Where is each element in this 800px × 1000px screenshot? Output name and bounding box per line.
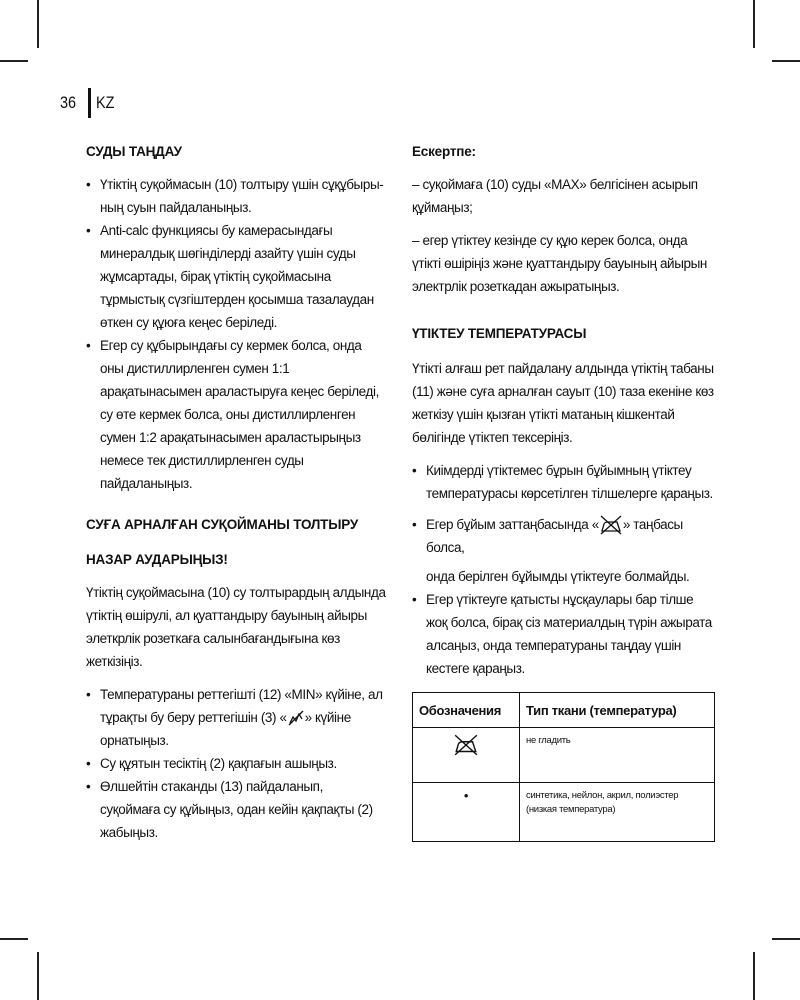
fabric-table [412,692,715,842]
note-line-1: – суқоймаға (10) суды «MAX» белгісінен асырып құймаңыз; [412,177,698,215]
crop-mark [37,0,39,48]
note-line-2: – егер үтіктеу кезінде су құю керек болса, онда үтікті өшіріңіз және қуаттандыру бауының айырын электрлік розеткадан ажыратыңыз. [412,233,707,294]
crop-mark [772,938,800,940]
no-iron-icon [599,515,623,535]
table-header-row [413,693,715,728]
no-iron-icon [453,734,479,756]
crop-mark [753,952,755,1000]
list-item: • Киімдерді үтіктемес бұрын бұйымның үтіктеу температурасы көрсетілген тілшелерге қараңыз. [412,463,713,501]
table-header-fabric: Тип ткани (температура) [520,693,715,728]
table-cell-fabric: синтетика, нейлон, акрил, полиэстер (низкая температура) [520,783,715,842]
table-cell-symbol: • [413,783,520,842]
crop-mark [772,60,800,62]
list-item: • Егер үтіктеуге қатысты нұсқаулары бар тілше жоқ болса, бірақ сіз материалдың түрін ажырата алсаңыз, онда температураны таңдау үшін кестеге қараңыз. [412,592,712,676]
page-number: 36 [60,93,77,112]
right-column [412,138,717,842]
section-title-water: СУДЫ ТАҢДАУ [86,144,182,159]
table-cell-symbol [413,728,520,783]
table-header-symbol: Обозначения [413,693,520,728]
water-bullets [86,173,386,495]
list-item: • Егер су құбырындағы су кермек болса, онда оны дистиллирленген сумен 1:1 арақатынасымен араластыруға кеңес беріледі, су өте кермек болса, оны дистиллирленген сумен 1:2 арақатынасымен араластырыңыз немесе тек дистиллирленген суды пайдаланыңыз. [86,338,379,491]
warning-text: Үтіктің суқоймасына (10) су толтырардың алдында үтіктің өшірулі, ал қуаттандыру бауының айыры элеткрлік розеткаға салынбағандығына көз жеткізіңіз. [86,585,386,669]
list-item: • Үтіктің суқоймасын (10) толтыру үшін сұқұбырының суын пайдаланыңыз. [86,177,384,215]
crop-mark [0,60,28,62]
temperature-bullets [412,459,717,680]
table-cell-fabric: не гладить [520,728,715,783]
list-item: • Су құятын тесіктің (2) қақпағын ашыңыз. [86,756,337,771]
section-title-temperature: ҮТІКТЕУ ТЕМПЕРАТУРАСЫ [412,326,587,341]
page-header [60,88,118,118]
steam-off-icon [287,710,305,726]
list-item: • Егер бұйым заттаңбасында « » таңбасы болса, [412,517,683,555]
crop-mark [0,938,28,940]
warning-title: НАЗАР АУДАРЫҢЫЗ! [86,552,228,567]
section-title-filling: СУҒА АРНАЛҒАН СУҚОЙМАНЫ ТОЛТЫРУ [86,517,359,532]
table-row [413,728,715,783]
crop-mark [37,952,39,1000]
header-divider [88,88,91,118]
left-column [86,138,386,844]
table-row [413,783,715,842]
crop-mark [753,0,755,48]
list-item: онда берілген бұйымды үтіктеуге болмайды. [426,569,690,584]
temperature-text: Үтікті алғаш рет пайдалану алдында үтіктің табаны (11) және суға арналған сауыт (10) таза екеніне көз жеткізу үшін қызған үтікті матаның кішкентай бөлігінде үтіктеп тексеріңіз. [412,361,714,445]
note-title: Ескертпе: [412,144,476,159]
filling-bullets [86,683,386,844]
language-code: KZ [96,93,115,112]
list-item: • Өлшейтін стаканды (13) пайдаланып, суқоймаға су құйыңыз, одан кейін қақпақты (2) жабыңыз. [86,779,373,840]
list-item: • Температураны реттегішті (12) «MIN» күйіне, ал тұрақты бу беру реттегішін (3) « » күйіне орнатыңыз. [86,687,383,748]
list-item: • Anti-calc функциясы бу камерасындағы минералдық шөгінділерді азайту үшін суды жұмсартады, бірақ үтіктің суқоймасына тұрмыстық сүзгіштерден қосымша тазалаудан өткен су құюға кеңес беріледі. [86,223,374,330]
